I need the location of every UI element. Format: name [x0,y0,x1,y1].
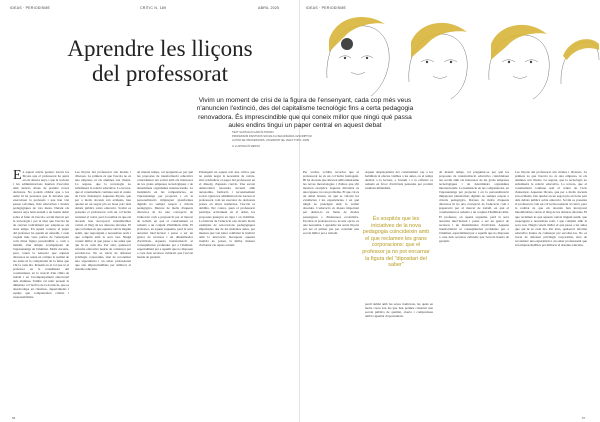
face-3-glasses [502,60,538,62]
article-standfirst: Vivim un moment de crisi de la figura de l'ensenyant, cada cop més veus n'anuncien l'extinció, des del capitalisme tecnològic fins a certa pedagogia renovadora. És imprescindible que qui coneix millor que ningú què passa aules endins tingui un paper central en aquest debat [196,97,414,130]
face-1-eye-left [344,57,346,59]
face-2-eye-right [450,61,452,63]
face-3-eye-right [530,61,532,63]
running-head-section-right: IDEAS · PERIODISME [306,6,347,10]
article-title [40,36,280,86]
byline-role: PROFESSOR D'ESTUDIS SOCIALS A SECUNDÀRIA I ESCRIPTOR. [232,134,313,138]
column-7-text: Al mateix temps, cal preguntar-se per què les propostes de transformació educativa coincideixen tan sovint amb els interessos de les grans empreses tecnològiques i de determinats organismes internacionals. La insistència en les competències, en l'aprenentatge per projectes i en la personalització mitjançant plataformes digitals no sempre respon a criteris pedagògics. Darrere de molts d'aquests discursos hi ha una concepció de l'educació com a preparació per al mercat de treball, en què el coneixement es redueix a un conjunt d'habilitats útils. El professor, en aquest esquema, perd la seva autoritat intel·lectual i passa a ser un gestor de recursos i un dinamitzador d'activitats. Aquesta transformació té conseqüències profundes per a l'alumnat, especialment per a aquells que no disposen a casa dels recursos culturals que l'escola hauria de garantir. [439,170,509,243]
running-head-date: ABRIL 2025 [258,6,280,10]
body-column-6-top [365,170,433,214]
column-3-text: Al mateix temps, cal preguntar-se per què les propostes de transformació educativa coincideixen tan sovint amb els interessos de les grans empreses tecnològiques i de determinats organismes internacionals. La insistència en les competències, en l'aprenentatge per projectes i en la personalització mitjançant plataformes digitals no sempre respon a criteris pedagògics. Darrere de molts d'aquests discursos hi ha una concepció de l'educació com a preparació per al mercat de treball, en què el coneixement es redueix a un conjunt d'habilitats útils. El professor, en aquest esquema, perd la seva autoritat intel·lectual i passa a ser un gestor de recursos i un dinamitzador d'activitats. Aquesta transformació té conseqüències profundes per a l'alumnat, especialment per a aquells que no disposen a casa dels recursos culturals que l'escola hauria de garantir. [137,170,193,259]
face-3-mouth [513,76,527,78]
running-head-magazine: CRÍTIC N. 189 [140,6,167,10]
byline-author: TEXT SANTIAGO GARCÍA TIRADO [232,131,274,134]
face-1-hair-bun [341,38,353,50]
face-1-eye-right [366,57,368,59]
body-column-2 [75,170,131,413]
byline [232,131,362,149]
article-title-line-1: Aprendre les lliçons [67,36,253,61]
face-3-hair [491,25,547,60]
body-column-1 [13,170,69,413]
column-6-top-text: Aquest desplaçament del coneixement cap a les habilitats té efectes visibles a les aules, on el temps dedicat a la lectura, a l'estudi i a la reflexió es redueix en favor d'activitats pensades per produir resultats immediats. [365,170,433,191]
face-1-mouth [351,72,365,74]
column-1-text: n aquest article pretenc tractar les lliçons que el professorat ha après en els darrers anys, i que la societat i les administracions haurien d'escoltar amb atenció abans de prendre noves decisions. No podem oblidar que a les aules hi ha persones que fa dècades que exerceixen la professió i que han vist passar reformes, lleis educatives i modes pedagògiques de tota mena. Durant els darrers anys hem assistit a un intens debat sobre el futur de l'escola, sovint marcat per la tecnologia i per la idea que l'escola ha de canviar radicalment per adaptar-se als nous temps. En aquest context, el paper del professor ha quedat en entredit, i cada vegada més veus parlen de l'ensenyant com d'una figura prescindible o, com a màxim, d'un simple acompanyant de l'aprenentatge de l'alumnat. Molts docents, però, tenen la sensació que aquests discursos no tenen en compte la realitat de les aules ni la complexitat de la feina que s'hi fa cada dia. Pensem en el rol que té el professor en la transmissió del coneixement, en la creació d'un clima de treball i en l'acompanyament emocional dels alumnes. També cal tenir present la dimensió col·lectiva de la docència, que es desenvolupa en claustres, departaments i equips que comparteixen criteris i responsabilitats. [13,170,69,300]
face-2-eye-left [426,61,428,63]
header-illustration [299,0,600,100]
face-2-mouth [433,76,447,78]
running-head-section: IDEAS · PERIODISME [10,6,51,10]
column-6-bottom-text: perdi també amb les seves tradicions, les quals en molts casos són les que han permès construir una escola pública de qualitat, oberta i compromesa amb la igualtat d'oportunitats. [365,302,433,319]
column-5-text: Per acabar, voldria recordar que el professorat no és un col·lectiu homogeni. Hi ha docents que abracen amb entusiasme les noves metodologies i d'altres que s'hi mostren escèptics. Aquesta diversitat és una riquesa i no un problema. El que cal és un debat honest, en què es valorin les evidències i les experiències, i en què ningú no pretengui tenir la veritat absoluta. L'educació és massa important per deixar-la en mans de modes passatgeres o d'interessos econòmics. Escoltar el professorat no és una opció, és una necessitat, i aprendre les seves lliçons pot ser el primer pas per construir una escola millor per a tothom. [303,170,359,235]
folio-left: 66 [12,416,16,420]
body-column-6-bottom [365,302,433,413]
folio-right: 67 [582,416,586,420]
byline-book: AUTOR DE 'PROFESSORS, UN ERROR' (EL VIEJO TOPO, 2025) [232,138,310,142]
column-2-text: Les lliçons del professorat són moltes i diverses. La primera és que l'escola no és una empresa, ni els alumnes són clients. La segona, que la tecnologia no substitueix la relació educativa. La tercera, que el coneixement continua sent el centre de l'acte d'ensenyar. Aquestes lliçons, que per a molts docents són evidents, han quedat en un segon pla en bona part dels debats públics sobre educació. Sovint es presenta el professorat com un col·lectiu resistent al canvi, però la realitat és que els docents han incorporat innombrables canvis al llarg de les darreres dècades. El que reclamen és que aquests canvis tinguin sentit, que responguin a necessitats reals i que comptin amb la seva veu. Ningú coneix millor el que passa a les aules que qui hi és cada dia. Per això, qualsevol reforma educativa hauria de començar per escoltar-los. No es tracta de defensar privilegis corporatius, sinó de reconèixer una experiència i un saber professional que són imprescindibles per millorar el sistema educatiu. [75,170,131,272]
body-column-4 [199,170,255,413]
face-4-hair [563,39,599,60]
face-1-hair [329,17,385,52]
body-column-8 [515,170,587,413]
body-column-3 [137,170,193,413]
body-column-7 [439,170,509,413]
pull-quote: És sospitós que les iniciatives de la nova pedagogia coincideixin amb el que reclamen les grans corporacions: que el professor ja no pot encarnar la figura del "dipositari del saber" [362,216,430,269]
face-3-eye-left [508,61,510,63]
column-8-text: Les lliçons del professorat són moltes i diverses. La primera és que l'escola no és una empresa, ni els alumnes són clients. La segona, que la tecnologia no substitueix la relació educativa. La tercera, que el coneixement continua sent el centre de l'acte d'ensenyar. Aquestes lliçons, que per a molts docents són evidents, han quedat en un segon pla en bona part dels debats públics sobre educació. Sovint es presenta el professorat com un col·lectiu resistent al canvi, però la realitat és que els docents han incorporat innombrables canvis al llarg de les darreres dècades. El que reclamen és que aquests canvis tinguin sentit, que responguin a necessitats reals i que comptin amb la seva veu. Ningú coneix millor el que passa a les aules que qui hi és cada dia. Per això, qualsevol reforma educativa hauria de començar per escoltar-los. No es tracta de defensar privilegis corporatius, sinó de reconèixer una experiència i un saber professional que són imprescindibles per millorar el sistema educatiu. [515,170,587,247]
drop-cap: E [13,170,22,183]
article-title-line-2: del professorat [91,61,229,86]
column-4-text: Plantegem en aquest text una crítica que no pretén negar la necessitat de canvis, sinó reivindicar el paper del professorat en el disseny d'aquests canvis. Una escola democràtica necessita docents amb autonomia, formació i reconeixement social. Quan les administracions tracten el professorat com un executor de decisions preses en altres instàncies, l'escola es debilita. Per contra, quan el professorat participa activament en el debat, les propostes guanyen en rigor i en viabilitat. La història de l'educació ens ofereix molts exemples de renovacions pedagògiques impulsades des de les mateixes aules, per mestres que van saber combinar la tradició amb la innovació. Recuperar aquesta tradició és, potser, la millor manera d'afrontar els reptes actuals. [199,170,255,247]
illustration-credit: IL·LUSTRACIÓ MESSO [232,145,260,149]
face-2-hair [411,23,467,58]
body-column-5 [303,170,359,413]
